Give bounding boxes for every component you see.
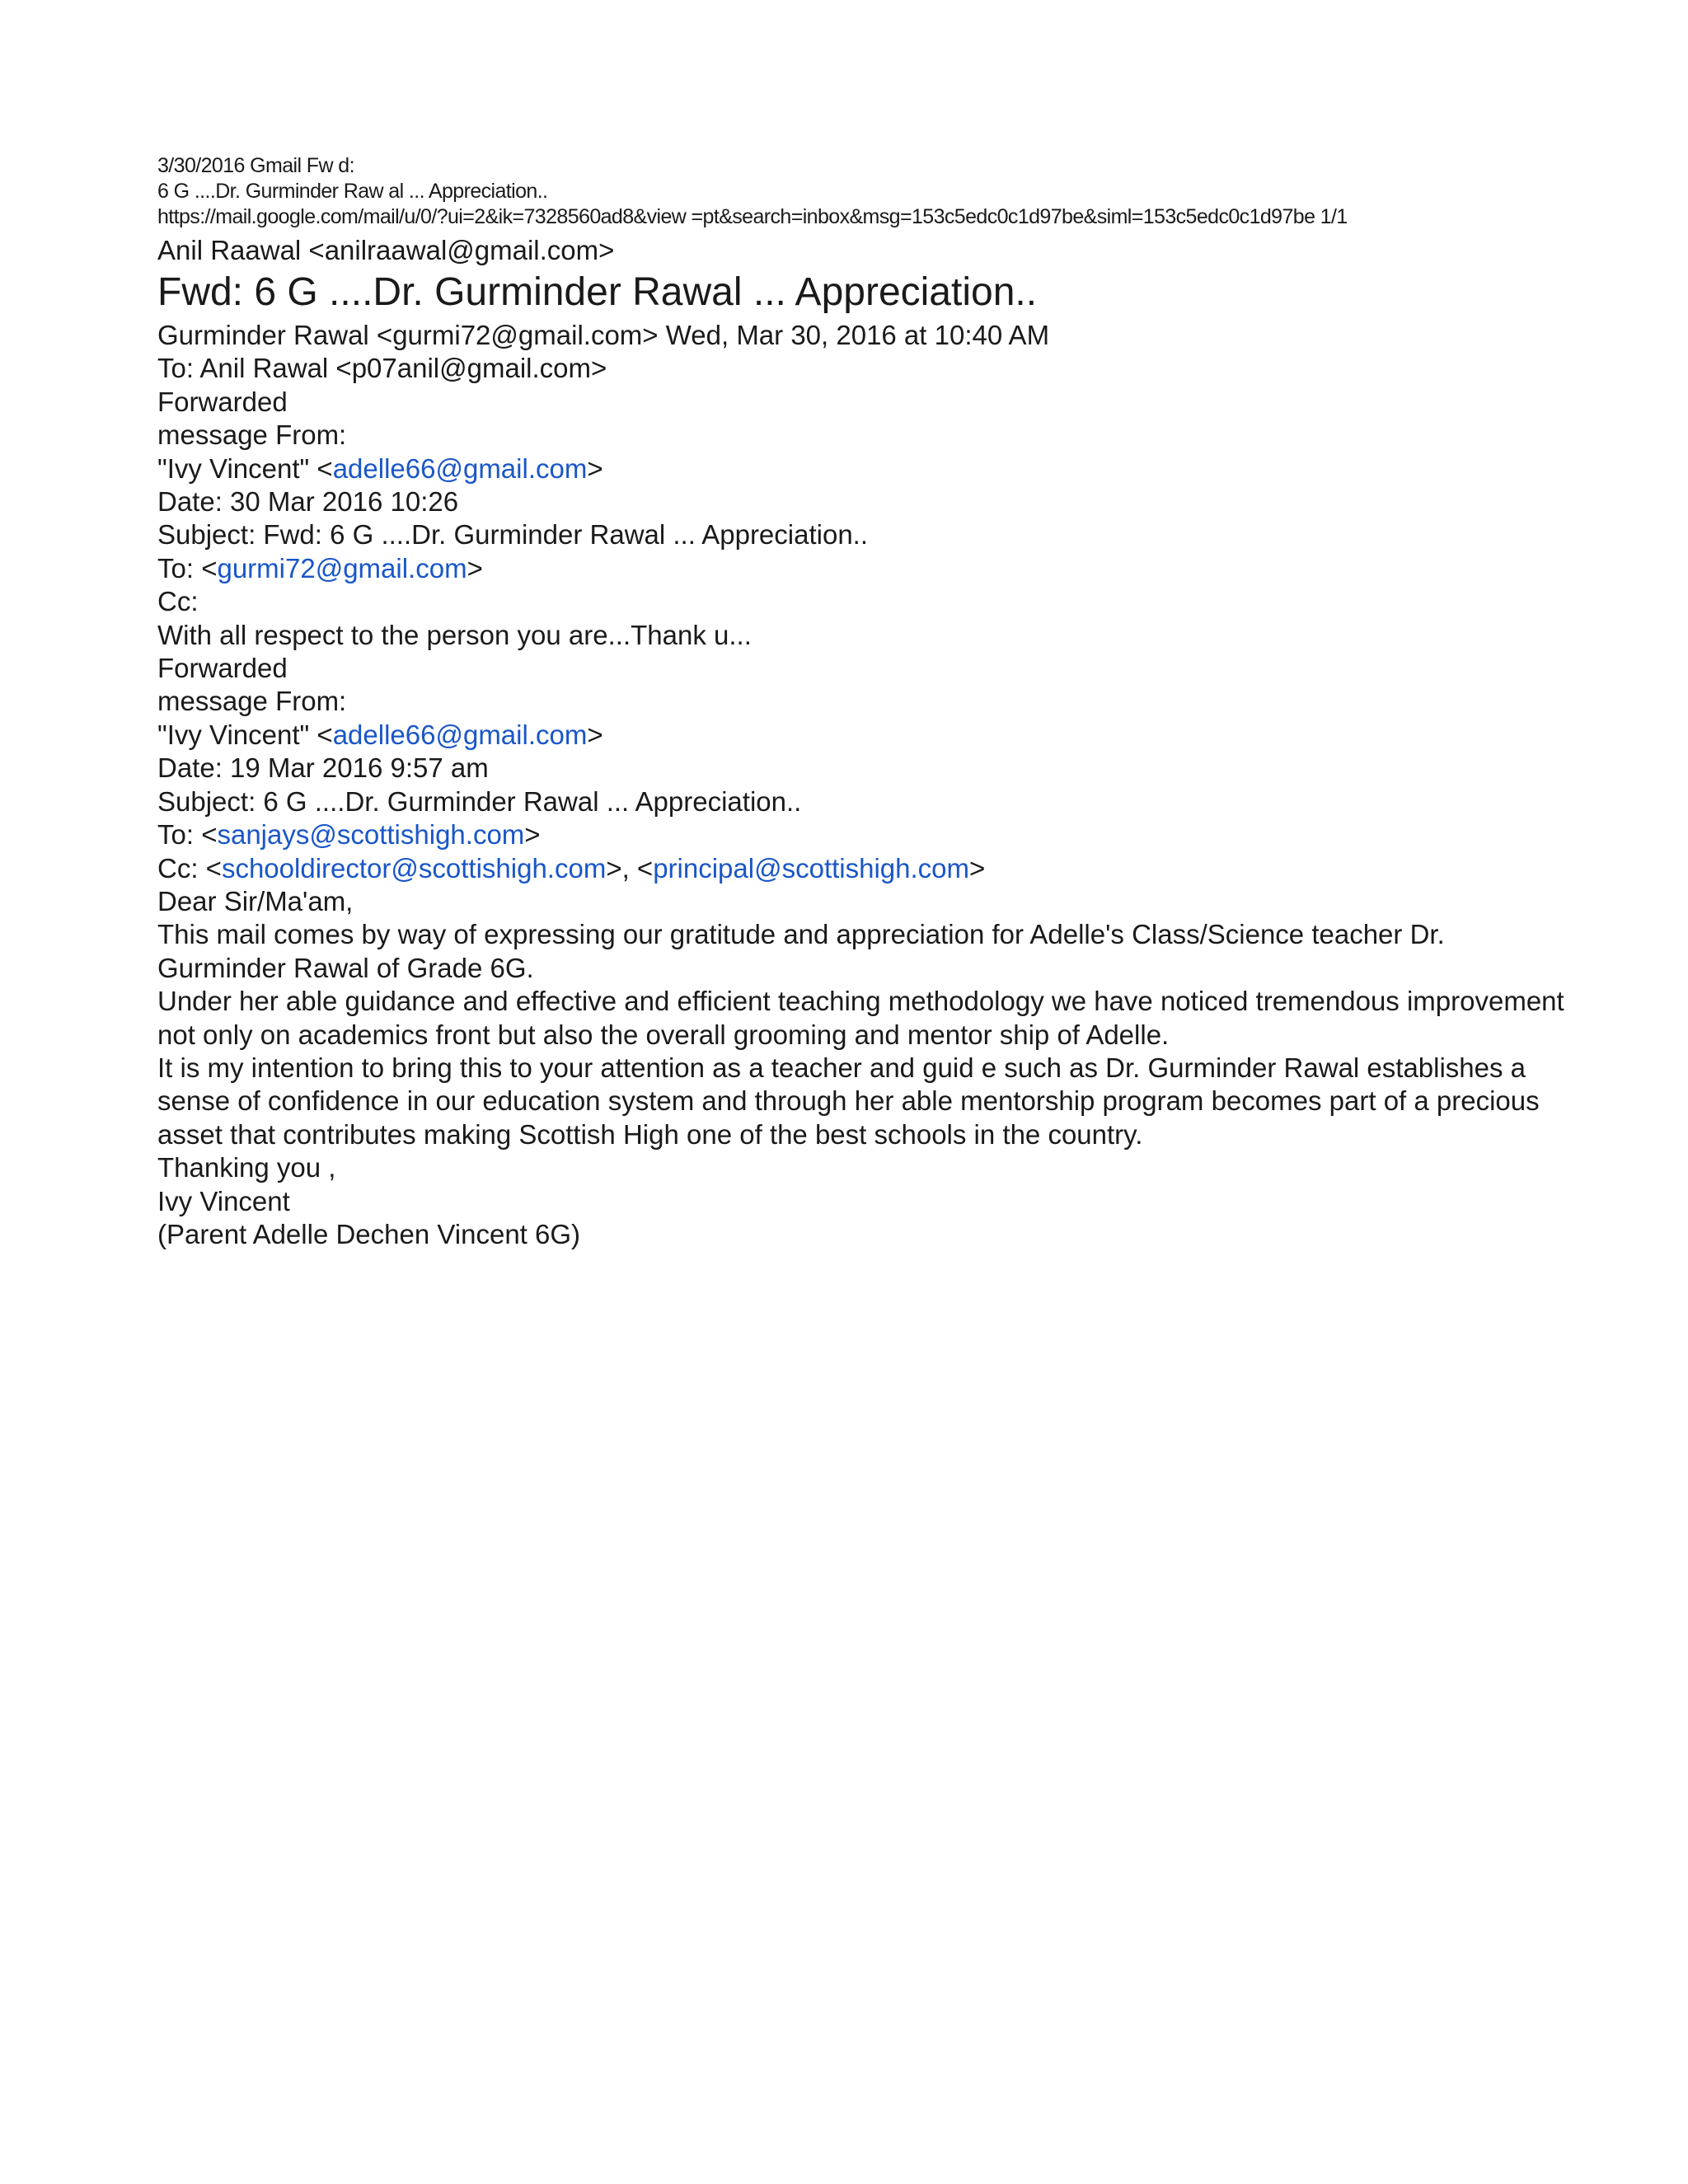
print-header-date-title: 3/30/2016 Gmail Fw d: bbox=[157, 154, 354, 177]
cc-email-link-principal[interactable]: principal@scottishigh.com bbox=[653, 852, 970, 883]
account-line: Anil Raawal <anilraawal@gmail.com> bbox=[157, 235, 615, 265]
to-suffix: > bbox=[467, 552, 483, 583]
forwarded-to bbox=[157, 552, 1575, 585]
cc-prefix: Cc: < bbox=[157, 852, 222, 883]
from-prefix: "Ivy Vincent" < bbox=[157, 452, 333, 484]
signature-name: Ivy Vincent bbox=[157, 1185, 290, 1216]
cc-separator: >, < bbox=[606, 852, 654, 883]
body-paragraph-3: It is my intention to bring this to your attention as a teacher and guid e such as Dr. Gurminder Rawal establishes a sense of confidence in our education system and through her able mentorship program becomes part of a precious asset that contributes making Scottish High one of the best schools in the country. bbox=[157, 1052, 1540, 1150]
forwarded-subject: Subject: 6 G ....Dr. Gurminder Rawal ... Appreciation.. bbox=[157, 785, 802, 817]
to-email-link[interactable]: sanjays@scottishigh.com bbox=[217, 819, 525, 851]
forwarded-message-2 bbox=[157, 652, 1575, 885]
forwarded-cc: Cc: bbox=[157, 586, 199, 617]
forwarded-from bbox=[157, 719, 1575, 752]
body-paragraph-1: This mail comes by way of expressing our gratitude and appreciation for Adelle's Class/Science teacher Dr. Gurminder Rawal of Grade 6G. bbox=[157, 919, 1445, 983]
forwarded-date: Date: 30 Mar 2016 10:26 bbox=[157, 486, 459, 518]
forwarded-from-label: message From: bbox=[157, 686, 347, 717]
from-suffix: > bbox=[587, 452, 603, 484]
to-prefix: To: < bbox=[157, 819, 218, 851]
cc-suffix: > bbox=[969, 852, 986, 883]
to-suffix: > bbox=[524, 819, 541, 851]
forwarded-cc bbox=[157, 852, 1575, 885]
forwarded-message-1 bbox=[157, 386, 1575, 652]
forwarded-label: Forwarded bbox=[157, 653, 288, 684]
letter-body bbox=[157, 885, 1575, 1251]
message-to: To: Anil Rawal <p07anil@gmail.com> bbox=[157, 353, 607, 384]
to-prefix: To: < bbox=[157, 552, 218, 583]
message-from-date: Gurminder Rawal <gurmi72@gmail.com> Wed, Mar 30, 2016 at 10:40 AM bbox=[157, 320, 1050, 350]
email-subject: Fwd: 6 G ....Dr. Gurminder Rawal ... Appreciation.. bbox=[157, 270, 1038, 314]
from-email-link[interactable]: adelle66@gmail.com bbox=[332, 452, 588, 484]
email-print-page bbox=[157, 153, 1575, 1251]
forwarded-to bbox=[157, 818, 1575, 851]
print-header-subject: 6 G ....Dr. Gurminder Raw al ... Appreciation.. bbox=[157, 180, 548, 203]
salutation: Dear Sir/Ma'am, bbox=[157, 885, 354, 916]
forwarded-label: Forwarded bbox=[157, 386, 288, 417]
forwarded-subject: Subject: Fwd: 6 G ....Dr. Gurminder Rawal ... Appreciation.. bbox=[157, 519, 869, 551]
print-header bbox=[157, 153, 1575, 230]
forwarded-from-label: message From: bbox=[157, 419, 347, 451]
from-prefix: "Ivy Vincent" < bbox=[157, 719, 333, 750]
from-email-link[interactable]: adelle66@gmail.com bbox=[332, 719, 588, 750]
signature-note: (Parent Adelle Dechen Vincent 6G) bbox=[157, 1218, 581, 1249]
print-header-url: https://mail.google.com/mail/u/0/?ui=2&ik=7328560ad8&view =pt&search=inbox&msg=153c5edc0c1d97be&siml=153c5edc0c1d97be 1/1 bbox=[157, 205, 1348, 228]
forwarded-note: With all respect to the person you are...Thank u... bbox=[157, 619, 752, 650]
forwarded-date: Date: 19 Mar 2016 9:57 am bbox=[157, 752, 489, 784]
from-suffix: > bbox=[587, 719, 603, 750]
to-email-link[interactable]: gurmi72@gmail.com bbox=[217, 552, 467, 583]
body-paragraph-2: Under her able guidance and effective and efficient teaching methodology we have noticed tremendous improvement not only on academics front but also the overall grooming and mentor ship of Adelle. bbox=[157, 986, 1564, 1050]
forwarded-from bbox=[157, 452, 1575, 485]
cc-email-link-director[interactable]: schooldirector@scottishigh.com bbox=[221, 852, 607, 883]
closing: Thanking you , bbox=[157, 1152, 336, 1183]
